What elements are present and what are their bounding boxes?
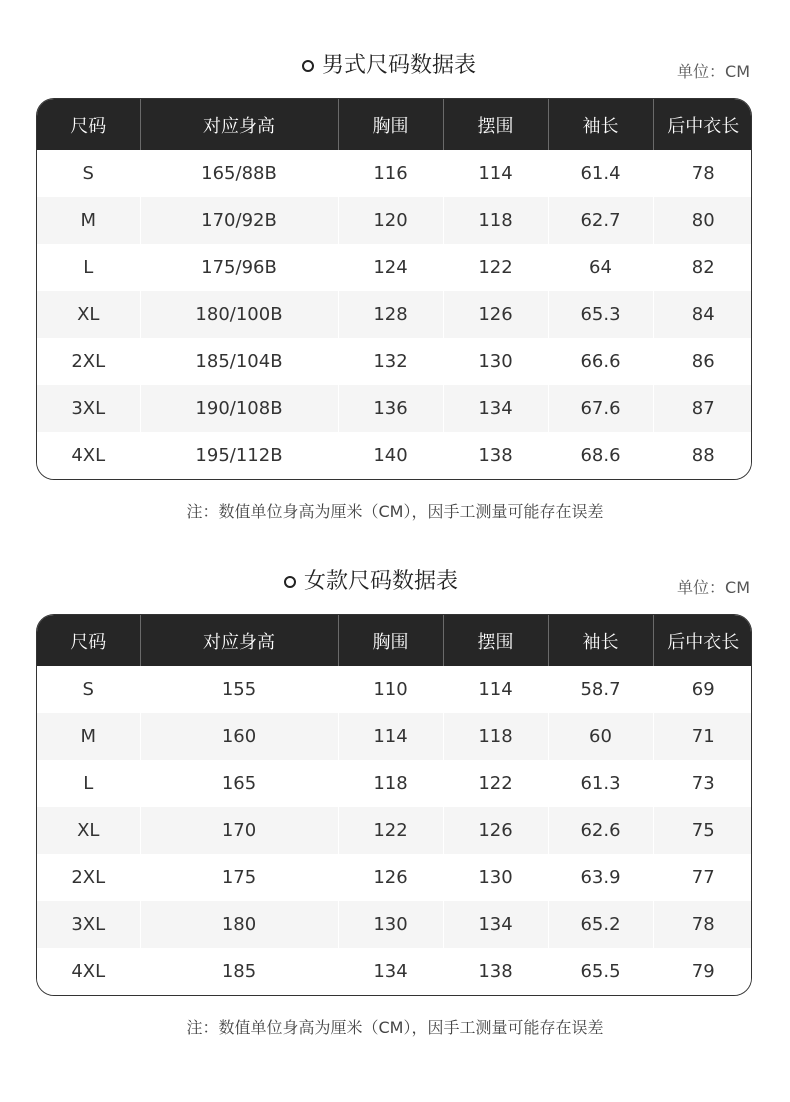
cell-chest: 132	[338, 338, 443, 385]
women-note: 注：数值单位身高为厘米（CM），因手工测量可能存在误差	[186, 1018, 604, 1037]
cell-sleeve: 63.9	[548, 854, 653, 901]
table-row	[37, 854, 752, 901]
cell-size: 2XL	[37, 854, 140, 901]
women-unit-label: 单位：CM	[677, 578, 750, 597]
cell-sleeve: 64	[548, 244, 653, 291]
cell-chest: 136	[338, 385, 443, 432]
cell-height: 175	[140, 854, 338, 901]
circle-bullet-icon	[302, 60, 314, 72]
cell-size: M	[37, 197, 140, 244]
men-header-row	[37, 99, 752, 150]
cell-hem: 114	[443, 666, 548, 713]
cell-hem: 130	[443, 338, 548, 385]
cell-sleeve: 62.7	[548, 197, 653, 244]
cell-sleeve: 60	[548, 713, 653, 760]
header-hem: 摆围	[443, 615, 548, 666]
cell-height: 180	[140, 901, 338, 948]
cell-back-length: 78	[653, 150, 752, 197]
table-row	[37, 291, 752, 338]
cell-height: 185/104B	[140, 338, 338, 385]
cell-hem: 138	[443, 948, 548, 995]
header-height: 对应身高	[140, 99, 338, 150]
men-title-text: 男式尺码数据表	[322, 53, 477, 78]
cell-hem: 114	[443, 150, 548, 197]
cell-chest: 116	[338, 150, 443, 197]
cell-hem: 126	[443, 807, 548, 854]
header-back-length: 后中衣长	[653, 99, 752, 150]
cell-height: 195/112B	[140, 432, 338, 479]
cell-sleeve: 62.6	[548, 807, 653, 854]
men-unit-label: 单位：CM	[677, 62, 750, 81]
cell-back-length: 78	[653, 901, 752, 948]
cell-hem: 122	[443, 760, 548, 807]
table-row	[37, 244, 752, 291]
cell-size: L	[37, 244, 140, 291]
cell-height: 170	[140, 807, 338, 854]
cell-size: XL	[37, 291, 140, 338]
cell-back-length: 73	[653, 760, 752, 807]
cell-back-length: 82	[653, 244, 752, 291]
cell-chest: 126	[338, 854, 443, 901]
table-row	[37, 807, 752, 854]
cell-hem: 134	[443, 385, 548, 432]
cell-height: 170/92B	[140, 197, 338, 244]
men-size-table	[36, 98, 752, 480]
table-row	[37, 385, 752, 432]
men-note: 注：数值单位身高为厘米（CM），因手工测量可能存在误差	[186, 502, 604, 521]
cell-back-length: 87	[653, 385, 752, 432]
women-title-text: 女款尺码数据表	[304, 569, 459, 594]
women-size-table	[36, 614, 752, 996]
cell-back-length: 86	[653, 338, 752, 385]
cell-size: 3XL	[37, 901, 140, 948]
table-row	[37, 338, 752, 385]
cell-size: L	[37, 760, 140, 807]
cell-sleeve: 65.3	[548, 291, 653, 338]
cell-size: 4XL	[37, 948, 140, 995]
cell-hem: 122	[443, 244, 548, 291]
table-row	[37, 197, 752, 244]
header-sleeve: 袖长	[548, 615, 653, 666]
cell-hem: 130	[443, 854, 548, 901]
cell-back-length: 84	[653, 291, 752, 338]
table-row	[37, 150, 752, 197]
men-table-title	[302, 46, 476, 86]
cell-chest: 120	[338, 197, 443, 244]
women-table-title	[284, 562, 458, 602]
table-row	[37, 432, 752, 479]
header-size: 尺码	[37, 99, 140, 150]
cell-chest: 140	[338, 432, 443, 479]
header-chest: 胸围	[338, 615, 443, 666]
cell-chest: 110	[338, 666, 443, 713]
cell-sleeve: 61.4	[548, 150, 653, 197]
cell-height: 165	[140, 760, 338, 807]
header-chest: 胸围	[338, 99, 443, 150]
cell-height: 180/100B	[140, 291, 338, 338]
header-hem: 摆围	[443, 99, 548, 150]
cell-size: 3XL	[37, 385, 140, 432]
cell-hem: 138	[443, 432, 548, 479]
cell-back-length: 79	[653, 948, 752, 995]
cell-size: M	[37, 713, 140, 760]
cell-chest: 134	[338, 948, 443, 995]
cell-chest: 118	[338, 760, 443, 807]
cell-chest: 124	[338, 244, 443, 291]
cell-height: 165/88B	[140, 150, 338, 197]
cell-sleeve: 58.7	[548, 666, 653, 713]
cell-height: 175/96B	[140, 244, 338, 291]
cell-height: 185	[140, 948, 338, 995]
cell-sleeve: 67.6	[548, 385, 653, 432]
cell-back-length: 75	[653, 807, 752, 854]
cell-chest: 128	[338, 291, 443, 338]
header-size: 尺码	[37, 615, 140, 666]
header-back-length: 后中衣长	[653, 615, 752, 666]
cell-sleeve: 68.6	[548, 432, 653, 479]
table-row	[37, 901, 752, 948]
cell-height: 160	[140, 713, 338, 760]
cell-size: XL	[37, 807, 140, 854]
cell-height: 190/108B	[140, 385, 338, 432]
cell-hem: 118	[443, 197, 548, 244]
cell-hem: 126	[443, 291, 548, 338]
cell-sleeve: 66.6	[548, 338, 653, 385]
cell-size: 4XL	[37, 432, 140, 479]
table-row	[37, 948, 752, 995]
cell-hem: 118	[443, 713, 548, 760]
cell-chest: 114	[338, 713, 443, 760]
header-sleeve: 袖长	[548, 99, 653, 150]
cell-sleeve: 65.2	[548, 901, 653, 948]
cell-back-length: 80	[653, 197, 752, 244]
cell-sleeve: 61.3	[548, 760, 653, 807]
header-height: 对应身高	[140, 615, 338, 666]
women-title-row	[0, 562, 790, 602]
cell-size: 2XL	[37, 338, 140, 385]
cell-chest: 130	[338, 901, 443, 948]
cell-size: S	[37, 666, 140, 713]
cell-sleeve: 65.5	[548, 948, 653, 995]
women-header-row	[37, 615, 752, 666]
cell-back-length: 69	[653, 666, 752, 713]
cell-hem: 134	[443, 901, 548, 948]
cell-back-length: 77	[653, 854, 752, 901]
table-row	[37, 666, 752, 713]
cell-back-length: 71	[653, 713, 752, 760]
men-title-row	[0, 46, 790, 86]
table-row	[37, 760, 752, 807]
cell-chest: 122	[338, 807, 443, 854]
cell-back-length: 88	[653, 432, 752, 479]
cell-size: S	[37, 150, 140, 197]
table-row	[37, 713, 752, 760]
circle-bullet-icon	[284, 576, 296, 588]
cell-height: 155	[140, 666, 338, 713]
